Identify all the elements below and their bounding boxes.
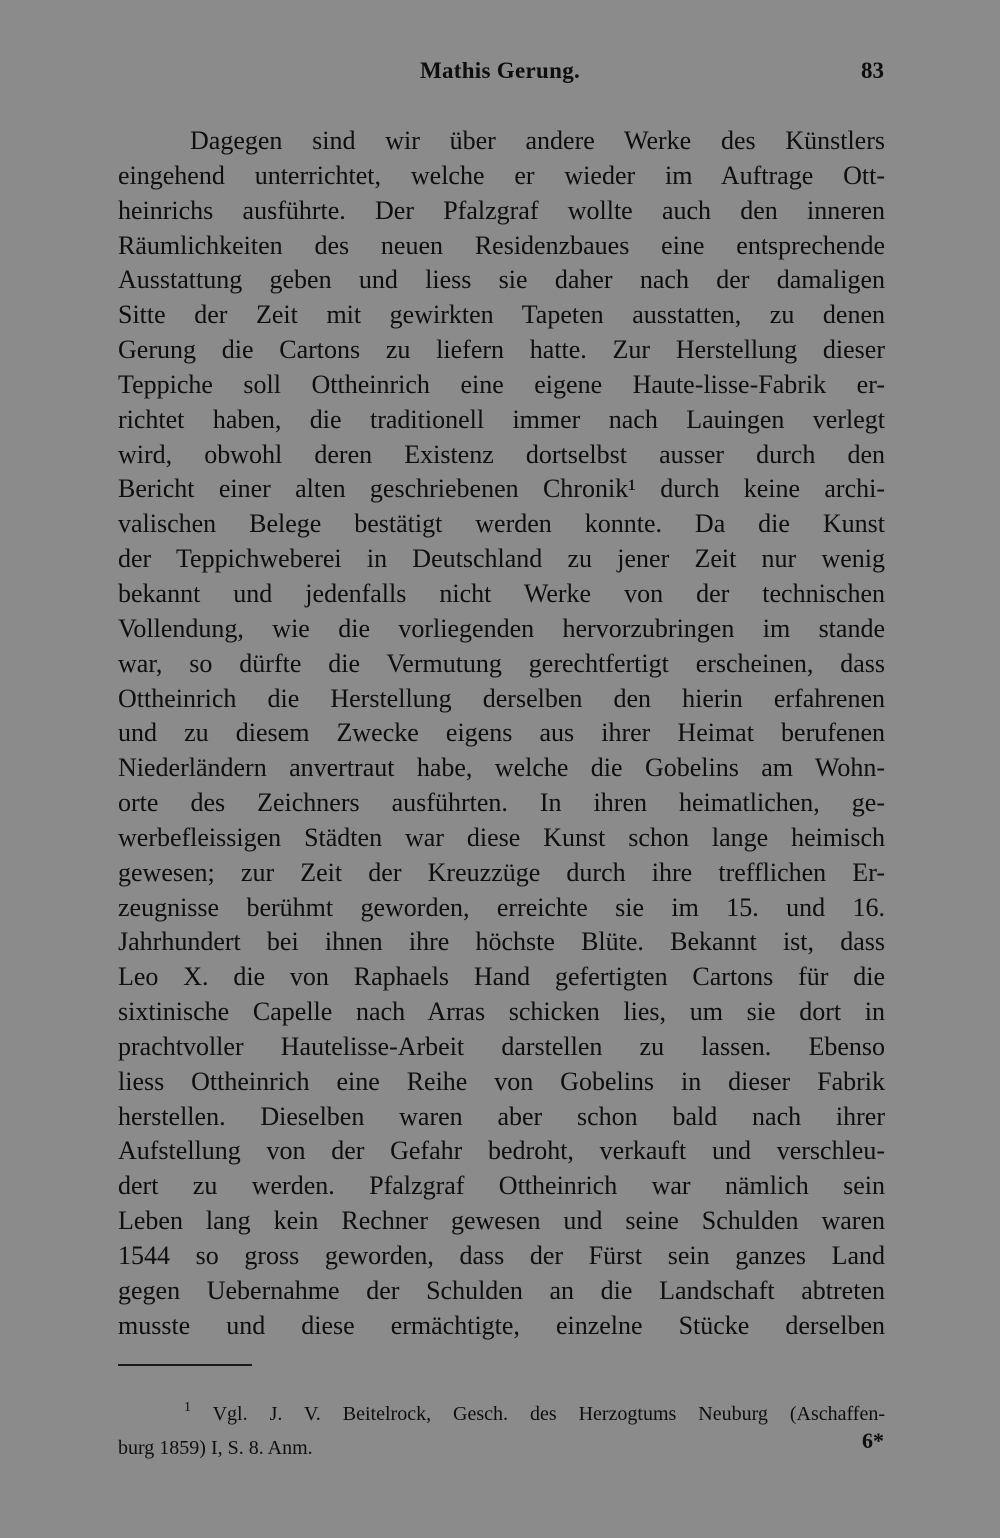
text-line: musste und diese ermächtigte, einzelne Stücke derselben — [118, 1310, 885, 1340]
text-line: dert zu werden. Pfalzgraf Ottheinrich war nämlich sein — [118, 1171, 885, 1201]
text-line: der Teppichweberei in Deutschland zu jener Zeit nur wenig — [118, 544, 885, 574]
text-line: und zu diesem Zwecke eigens aus ihrer Heimat berufenen — [118, 718, 885, 748]
text-line: werbefleissigen Städten war diese Kunst schon lange heimisch — [118, 822, 885, 852]
body-text — [118, 124, 885, 1344]
text-line: Jahrhundert bei ihnen ihre höchste Blüte. Bekannt ist, dass — [118, 927, 885, 957]
text-line: Ausstattung geben und liess sie daher nach der damaligen — [118, 265, 885, 295]
text-line: Aufstellung von der Gefahr bedroht, verkauft und verschleu- — [118, 1136, 885, 1166]
text-line: liess Ottheinrich eine Reihe von Gobelins in dieser Fabrik — [118, 1066, 885, 1096]
text-line: herstellen. Dieselben waren aber schon bald nach ihrer — [118, 1101, 885, 1131]
text-line: sixtinische Capelle nach Arras schicken lies, um sie dort in — [118, 997, 885, 1027]
text-line: prachtvoller Hautelisse-Arbeit darstellen zu lassen. Ebenso — [118, 1031, 885, 1061]
text-line: wird, obwohl deren Existenz dortselbst ausser durch den — [118, 439, 885, 469]
footnote-line — [118, 1397, 885, 1431]
text-line: Teppiche soll Ottheinrich eine eigene Haute-lisse-Fabrik er- — [118, 369, 885, 399]
text-line: Gerung die Cartons zu liefern hatte. Zur Herstellung dieser — [118, 335, 885, 365]
text-line: Ottheinrich die Herstellung derselben den hierin erfahrenen — [118, 683, 885, 713]
text-line: Sitte der Zeit mit gewirkten Tapeten ausstatten, zu denen — [118, 300, 885, 330]
text-line: zeugnisse berühmt geworden, erreichte sie im 15. und 16. — [118, 892, 885, 922]
text-line: eingehend unterrichtet, welche er wieder im Auftrage Ott- — [118, 160, 885, 190]
text-line: gegen Uebernahme der Schulden an die Landschaft abtreten — [118, 1275, 885, 1305]
text-line: heinrichs ausführte. Der Pfalzgraf wollte auch den inneren — [118, 195, 885, 225]
text-line: valischen Belege bestätigt werden konnte. Da die Kunst — [118, 509, 885, 539]
footnote — [118, 1397, 885, 1465]
text-line: gewesen; zur Zeit der Kreuzzüge durch ihre trefflichen Er- — [118, 857, 885, 887]
signature-mark: 6* — [862, 1428, 884, 1453]
text-line: richtet haben, die traditionell immer nach Lauingen verlegt — [118, 404, 885, 434]
text-line: Leben lang kein Rechner gewesen und seine Schulden waren — [118, 1206, 885, 1236]
text-line: orte des Zeichners ausführten. In ihren heimatlichen, ge- — [118, 788, 885, 818]
text-line: Räumlichkeiten des neuen Residenzbaues eine entsprechende — [118, 230, 885, 260]
footnote-marker: 1 — [184, 1400, 191, 1415]
text-line: Bericht einer alten geschriebenen Chronik¹ durch keine archi- — [118, 474, 885, 504]
text-line: war, so dürfte die Vermutung gerechtfertigt erscheinen, dass — [118, 648, 885, 678]
text-line: bekannt und jedenfalls nicht Werke von der technischen — [118, 578, 885, 608]
text-line: Leo X. die von Raphaels Hand gefertigten Cartons für die — [118, 962, 885, 992]
footnote-divider — [118, 1364, 252, 1366]
text-line: Dagegen sind wir über andere Werke des Künstlers — [190, 126, 885, 155]
text-line: Vollendung, wie die vorliegenden hervorzubringen im stande — [118, 613, 885, 643]
text-line: 1544 so gross geworden, dass der Fürst sein ganzes Land — [118, 1241, 885, 1270]
page-number: 83 — [861, 58, 884, 83]
text-line: Niederländern anvertraut habe, welche die Gobelins am Wohn- — [118, 753, 885, 783]
footnote-line: burg 1859) I, S. 8. Anm. — [118, 1437, 313, 1459]
running-title: Mathis Gerung. — [419, 58, 581, 83]
footnote-text: Vgl. J. V. Beitelrock, Gesch. des Herzogtums Neuburg (Aschaffen- — [212, 1403, 886, 1425]
